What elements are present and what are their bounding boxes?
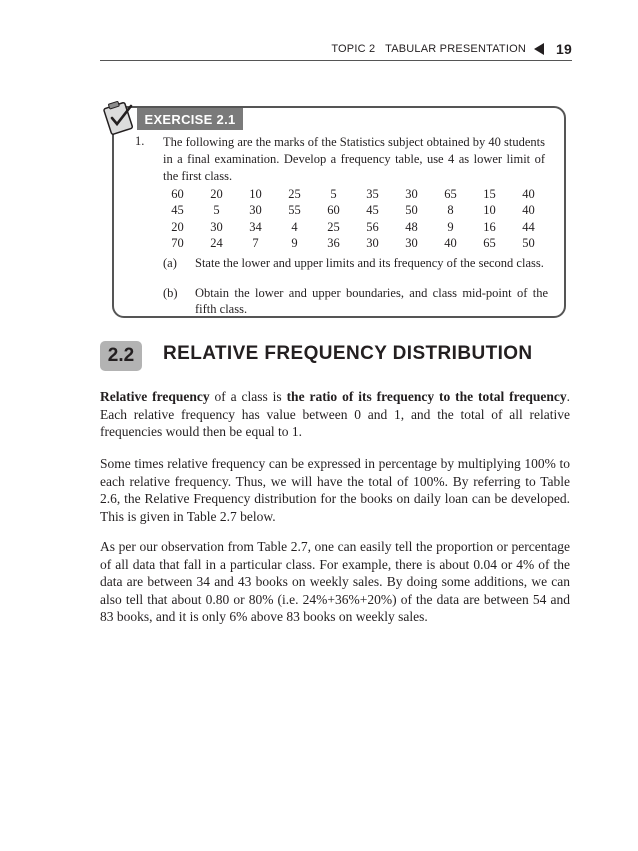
marks-cell: 20 [210,186,223,201]
marks-row [158,186,548,203]
marks-cell: 30 [405,186,418,201]
marks-row [158,219,548,236]
marks-cell: 20 [171,219,184,234]
marks-cell: 45 [366,203,379,218]
sub-question-label: (b) [163,286,178,300]
marks-cell: 40 [444,236,457,251]
section-number: 2.2 [100,341,142,371]
marks-row [158,203,548,220]
marks-cell: 55 [288,203,301,218]
marks-cell: 65 [444,186,457,201]
marks-cell: 5 [330,186,337,201]
marks-cell: 60 [171,186,184,201]
marks-cell: 7 [252,236,259,251]
marks-cell: 25 [327,219,340,234]
marks-cell: 15 [483,186,496,201]
sub-question-a [163,255,548,271]
marks-table [158,186,548,252]
marks-cell: 40 [522,186,535,201]
marks-cell: 10 [483,203,496,218]
marks-cell: 9 [447,219,454,234]
paragraph-text: . Each relative frequency has value between 0 and 1, and the total of all relative frequencies would then be equal to 1. [100,389,571,439]
marks-cell: 24 [210,236,223,251]
header-topic: TOPIC 2 TABULAR PRESENTATION [331,43,527,55]
marks-cell: 45 [171,203,184,218]
marks-cell: 36 [327,236,340,251]
marks-cell: 30 [405,236,418,251]
clipboard-icon [100,98,140,138]
marks-cell: 34 [249,219,262,234]
marks-cell: 50 [522,236,535,251]
marks-cell: 8 [447,203,454,218]
marks-cell: 30 [366,236,379,251]
question-number: 1. [135,134,145,148]
sub-question-text: State the lower and upper limits and its frequency of the second class. [195,256,544,270]
paragraph-observation: As per our observation from Table 2.7, one can easily tell the proportion or percentage of all data that fall in a particular class. For example, there is about 0.04 or 4% of the data are between 34 and 43 books on weekly sales. By doing some additions, we can also tell that about 0.80 or 80% (i.e. 24%+36%+20%) of the data are between 54 and 83 books, and it is only 6% above 83 books on weekly sales. [100,539,570,624]
running-header [100,38,572,61]
marks-cell: 44 [522,219,535,234]
question-text: The following are the marks of the Statistics subject obtained by 40 students in a final examination. Develop a frequency table, use 4 as lower limit of the first class. [163,135,545,183]
exercise-label: EXERCISE 2.1 [137,108,243,130]
marks-row [158,236,548,253]
definition-bold: the ratio of its frequency to the total frequency [286,389,567,404]
marks-cell: 60 [327,203,340,218]
marks-cell: 56 [366,219,379,234]
sub-question-label: (a) [163,256,177,270]
marks-cell: 4 [291,219,298,234]
marks-cell: 16 [483,219,496,234]
marks-cell: 25 [288,186,301,201]
marks-cell: 70 [171,236,184,251]
marks-cell: 9 [291,236,298,251]
marks-cell: 30 [249,203,262,218]
marks-cell: 35 [366,186,379,201]
paragraph-text: of a class is [209,389,287,404]
marks-cell: 65 [483,236,496,251]
marks-cell: 50 [405,203,418,218]
page-number: 19 [556,41,572,57]
marks-cell: 48 [405,219,418,234]
sub-question-text: Obtain the lower and upper boundaries, and class mid-point of the fifth class. [195,286,548,316]
section-title: RELATIVE FREQUENCY DISTRIBUTION [163,343,533,364]
marks-cell: 10 [249,186,262,201]
header-triangle-icon [534,43,544,55]
marks-cell: 40 [522,203,535,218]
marks-cell: 30 [210,219,223,234]
paragraph-percentage: Some times relative frequency can be expressed in percentage by multiplying 100% to each relative frequency. Thus, we will have the total of 100%. By referring to Table 2.6, the Relative Frequency distribution for the books on daily loan can be developed. This is given in Table 2.7 below. [100,456,570,524]
term-relative-frequency: Relative frequency [100,389,210,404]
marks-cell: 5 [213,203,220,218]
paragraph-definition [100,388,570,441]
sub-question-b [163,285,548,317]
